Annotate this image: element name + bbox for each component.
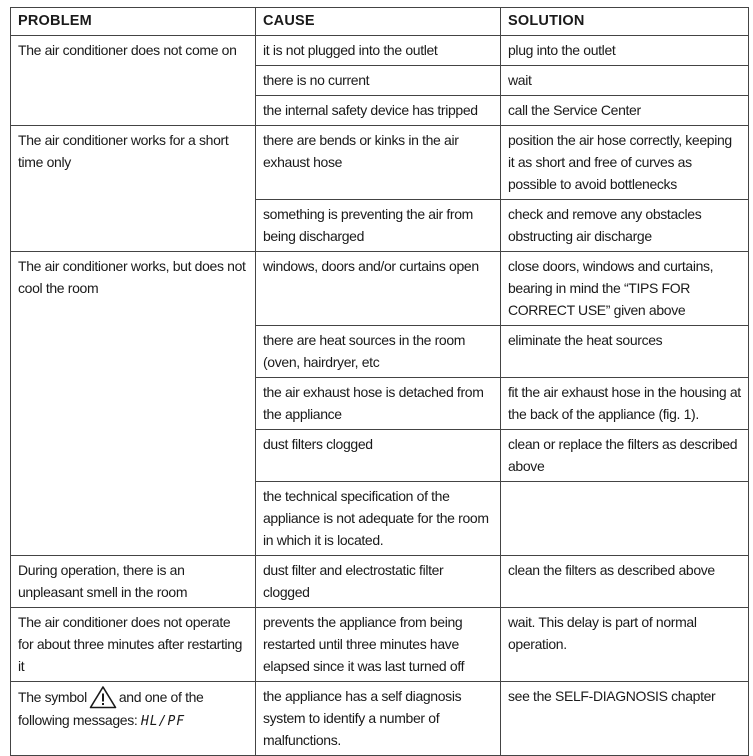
solution-cell: clean or replace the filters as described above [501,430,749,482]
solution-cell: wait. This delay is part of normal operation. [501,608,749,682]
cause-cell: prevents the appliance from being restarted until three minutes have elapsed since it was last turned off [256,608,501,682]
solution-cell: clean the filters as described above [501,556,749,608]
symbol-text-after: and one of the following messages: [18,689,204,728]
solution-cell: call the Service Center [501,96,749,126]
header-cause: CAUSE [256,8,501,36]
cause-cell: windows, doors and/or curtains open [256,252,501,326]
cause-cell: dust filters clogged [256,430,501,482]
header-row [11,8,749,36]
cause-cell: the air exhaust hose is detached from the appliance [256,378,501,430]
solution-cell: wait [501,66,749,96]
cause-cell: there is no current [256,66,501,96]
cause-cell: the technical specification of the appliance is not adequate for the room in which it is located. [256,482,501,556]
problem-cell: The air conditioner works for a short time only [11,126,256,252]
troubleshooting-table [10,7,749,756]
cause-cell: dust filter and electrostatic filter clogged [256,556,501,608]
solution-cell: fit the air exhaust hose in the housing at the back of the appliance (fig. 1). [501,378,749,430]
cause-cell: it is not plugged into the outlet [256,36,501,66]
problem-cell: The air conditioner works, but does not cool the room [11,252,256,556]
problem-cell: During operation, there is an unpleasant smell in the room [11,556,256,608]
cause-cell: there are heat sources in the room (oven, hairdryer, etc [256,326,501,378]
cause-cell: something is preventing the air from being discharged [256,200,501,252]
cause-cell: the internal safety device has tripped [256,96,501,126]
problem-cell: The air conditioner does not operate for about three minutes after restarting it [11,608,256,682]
cause-cell: there are bends or kinks in the air exhaust hose [256,126,501,200]
solution-cell: plug into the outlet [501,36,749,66]
table-row [11,36,749,66]
error-code-display: HL/PF [140,714,186,729]
header-solution: SOLUTION [501,8,749,36]
table-row [11,252,749,326]
solution-cell: position the air hose correctly, keeping it as short and free of curves as possible to avoid bottlenecks [501,126,749,200]
solution-cell: check and remove any obstacles obstructing air discharge [501,200,749,252]
solution-cell: see the SELF-DIAGNOSIS chapter [501,682,749,756]
header-problem: PROBLEM [11,8,256,36]
problem-cell [11,682,256,756]
solution-cell [501,482,749,556]
symbol-text-before: The symbol [18,689,87,705]
table-row [11,608,749,682]
table-row [11,556,749,608]
table-row [11,126,749,200]
cause-cell: the appliance has a self diagnosis system to identify a number of malfunctions. [256,682,501,756]
solution-cell: close doors, windows and curtains, bearing in mind the “TIPS FOR CORRECT USE” given above [501,252,749,326]
solution-cell: eliminate the heat sources [501,326,749,378]
problem-cell: The air conditioner does not come on [11,36,256,126]
table-row [11,682,749,756]
warning-triangle-icon [89,685,117,709]
